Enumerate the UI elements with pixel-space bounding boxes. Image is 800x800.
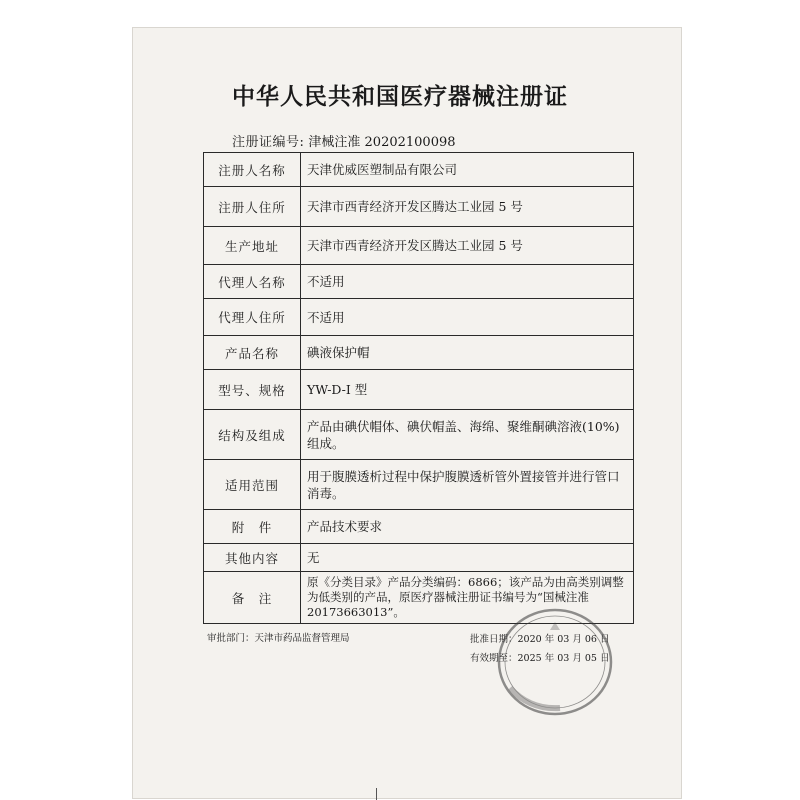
table-row	[204, 153, 634, 187]
valid-until	[470, 649, 609, 668]
approval-department-label: 审批部门：	[207, 633, 255, 644]
row-key-attachment: 附 件	[204, 510, 301, 544]
approval-dates	[470, 630, 609, 668]
row-key-agent-name: 代理人名称	[204, 265, 301, 299]
row-key-production-address: 生产地址	[204, 227, 301, 265]
row-value-model-spec: YW-D-I 型	[301, 370, 634, 410]
table-row	[204, 410, 634, 460]
row-value-agent-address: 不适用	[301, 299, 634, 336]
table-row	[204, 370, 634, 410]
valid-until-value: 2025 年 03 月 05 日	[517, 653, 610, 664]
table-row	[204, 336, 634, 370]
table-row	[204, 572, 634, 624]
approval-date-value: 2020 年 03 月 06 日	[517, 634, 610, 645]
row-key-other: 其他内容	[204, 544, 301, 572]
approval-department	[207, 630, 350, 644]
row-value-remarks: 原《分类目录》产品分类编码：6866；该产品为由高类别调整为低类别的产品，原医疗器械注册证书编号为“国械注准 20173663013”。	[301, 572, 634, 624]
valid-until-label: 有效期至：	[470, 653, 518, 664]
table-row	[204, 227, 634, 265]
table-row	[204, 544, 634, 572]
row-key-structure: 结构及组成	[204, 410, 301, 460]
row-value-product-name: 碘液保护帽	[301, 336, 634, 370]
table-row	[204, 510, 634, 544]
approval-department-value: 天津市药品监督管理局	[254, 633, 350, 644]
row-key-agent-address: 代理人住所	[204, 299, 301, 336]
row-key-registrant-address: 注册人住所	[204, 187, 301, 227]
page-edge-mark	[376, 788, 377, 800]
row-value-attachment: 产品技术要求	[301, 510, 634, 544]
row-value-registrant-address: 天津市西青经济开发区腾达工业园 5 号	[301, 187, 634, 227]
certificate-table	[203, 152, 634, 624]
row-value-registrant-name: 天津优威医塑制品有限公司	[301, 153, 634, 187]
table-row	[204, 299, 634, 336]
row-key-product-name: 产品名称	[204, 336, 301, 370]
table-row	[204, 265, 634, 299]
table-row	[204, 460, 634, 510]
approval-date-label: 批准日期：	[470, 634, 518, 645]
table-row	[204, 187, 634, 227]
registration-number	[232, 131, 456, 150]
row-key-remarks: 备 注	[204, 572, 301, 624]
row-value-structure: 产品由碘伏帽体、碘伏帽盖、海绵、聚维酮碘溶液(10%)组成。	[301, 410, 634, 460]
row-value-agent-name: 不适用	[301, 265, 634, 299]
row-value-other: 无	[301, 544, 634, 572]
row-value-scope: 用于腹膜透析过程中保护腹膜透析管外置接管并进行管口消毒。	[301, 460, 634, 510]
row-key-scope: 适用范围	[204, 460, 301, 510]
row-key-registrant-name: 注册人名称	[204, 153, 301, 187]
row-key-model-spec: 型号、规格	[204, 370, 301, 410]
registration-number-value: 津械注准 20202100098	[308, 135, 456, 150]
row-value-production-address: 天津市西青经济开发区腾达工业园 5 号	[301, 227, 634, 265]
registration-number-label: 注册证编号:	[232, 135, 305, 150]
document-title: 中华人民共和国医疗器械注册证	[232, 83, 568, 110]
approval-date	[470, 630, 609, 649]
